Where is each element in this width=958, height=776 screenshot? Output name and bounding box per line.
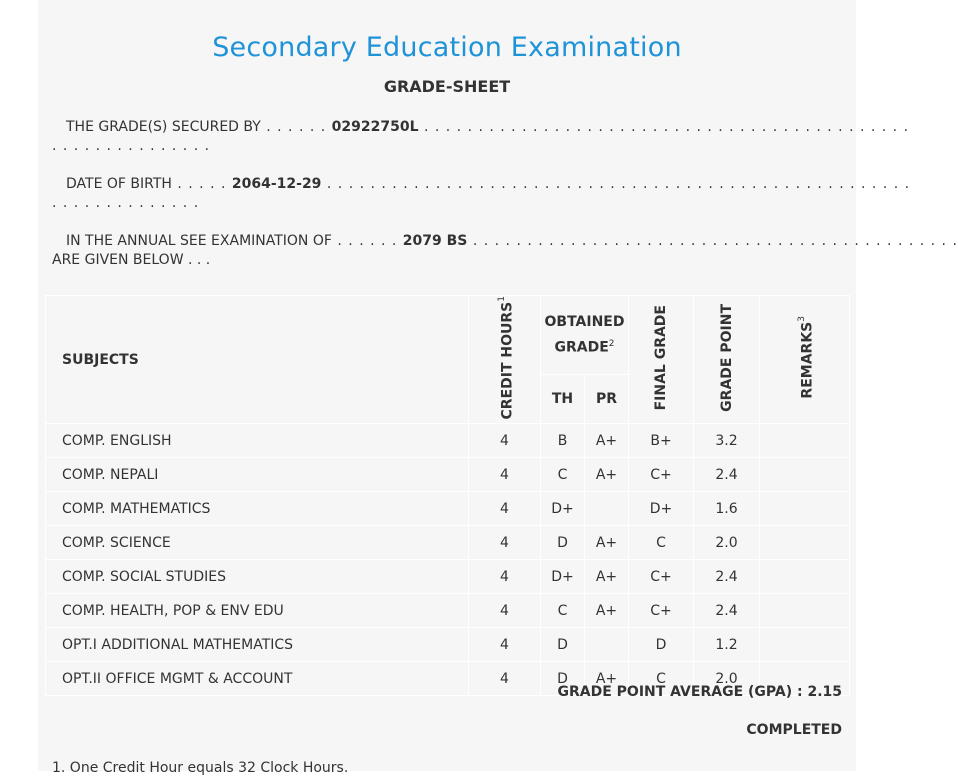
final-grade-cell: C+ bbox=[629, 458, 694, 492]
th-grade-cell: C bbox=[541, 458, 585, 492]
status-text: COMPLETED bbox=[746, 722, 842, 738]
pr-grade-cell: A+ bbox=[585, 560, 629, 594]
table-row bbox=[46, 594, 850, 628]
exam-line: IN THE ANNUAL SEE EXAMINATION OF . . . . . . 2079 BS . . . . . . . . . . . . . . . . . . . . . . . . . . . . . . . . . . . . . . . . . . . . . bbox=[52, 232, 842, 251]
secured-by-label: THE GRADE(S) SECURED BY bbox=[66, 119, 261, 135]
th-grade-cell: B bbox=[541, 424, 585, 458]
subject-cell: COMP. MATHEMATICS bbox=[46, 492, 469, 526]
page-subtitle: GRADE-SHEET bbox=[383, 77, 511, 96]
th-grade-cell: C bbox=[541, 594, 585, 628]
table-row bbox=[46, 526, 850, 560]
th-header: TH bbox=[541, 375, 585, 424]
grade-point-cell: 1.6 bbox=[694, 492, 760, 526]
secured-by-line: THE GRADE(S) SECURED BY . . . . . . 02922750L . . . . . . . . . . . . . . . . . . . . . . . . . . . . . . . . . . . . . . . . . . . . . bbox=[52, 118, 842, 137]
dob-dots: . . . . . . . . . . . . . . bbox=[52, 195, 200, 211]
grade-sheet bbox=[38, 0, 958, 776]
table-row bbox=[46, 628, 850, 662]
credit-cell: 4 bbox=[469, 424, 541, 458]
remarks-cell bbox=[760, 458, 850, 492]
th-grade-cell: D bbox=[541, 628, 585, 662]
final-grade-cell: C bbox=[629, 662, 694, 696]
th-grade-cell: D+ bbox=[541, 492, 585, 526]
pr-grade-cell: A+ bbox=[585, 424, 629, 458]
final-grade-cell: C+ bbox=[629, 560, 694, 594]
table-row bbox=[46, 492, 850, 526]
dob-label: DATE OF BIRTH bbox=[66, 176, 172, 192]
remarks-header: REMARKS$^3$ bbox=[760, 296, 850, 424]
grade-point-header: GRADE POINT bbox=[694, 296, 760, 424]
credit-cell: 4 bbox=[469, 594, 541, 628]
pr-grade-cell bbox=[585, 628, 629, 662]
subject-cell: OPT.II OFFICE MGMT & ACCOUNT bbox=[46, 662, 469, 696]
pr-grade-cell bbox=[585, 492, 629, 526]
credit-cell: 4 bbox=[469, 662, 541, 696]
exam-label: IN THE ANNUAL SEE EXAMINATION OF bbox=[66, 233, 332, 249]
final-grade-cell: C bbox=[629, 526, 694, 560]
grade-table bbox=[45, 295, 850, 696]
remarks-cell bbox=[760, 424, 850, 458]
table-row bbox=[46, 424, 850, 458]
final-grade-header: FINAL GRADE bbox=[629, 296, 694, 424]
final-grade-cell: B+ bbox=[629, 424, 694, 458]
credit-cell: 4 bbox=[469, 560, 541, 594]
credit-cell: 4 bbox=[469, 628, 541, 662]
gpa-summary bbox=[558, 684, 843, 700]
gpa-label: GRADE POINT AVERAGE (GPA) : bbox=[557, 684, 803, 700]
credit-cell: 4 bbox=[469, 526, 541, 560]
credit-cell: 4 bbox=[469, 492, 541, 526]
table-row bbox=[46, 458, 850, 492]
subject-cell: COMP. HEALTH, POP & ENV EDU bbox=[46, 594, 469, 628]
grade-point-cell: 3.2 bbox=[694, 424, 760, 458]
credit-hours-header: CREDIT HOURS$^1$ bbox=[469, 296, 541, 424]
table-row bbox=[46, 560, 850, 594]
symbol-number: 02922750L bbox=[331, 119, 419, 135]
th-grade-cell: D bbox=[541, 526, 585, 560]
th-grade-cell: D bbox=[541, 662, 585, 696]
grade-point-cell: 2.4 bbox=[694, 458, 760, 492]
final-grade-cell: D+ bbox=[629, 492, 694, 526]
subject-cell: COMP. NEPALI bbox=[46, 458, 469, 492]
remarks-cell bbox=[760, 492, 850, 526]
pr-grade-cell: A+ bbox=[585, 458, 629, 492]
subject-cell: COMP. SCIENCE bbox=[46, 526, 469, 560]
th-grade-cell: D+ bbox=[541, 560, 585, 594]
gpa-value: 2.15 bbox=[807, 684, 842, 700]
subjects-header: SUBJECTS bbox=[46, 296, 469, 424]
exam-year: 2079 BS bbox=[402, 233, 468, 249]
remarks-cell bbox=[760, 628, 850, 662]
grade-point-cell: 2.0 bbox=[694, 526, 760, 560]
subject-cell: COMP. ENGLISH bbox=[46, 424, 469, 458]
credit-cell: 4 bbox=[469, 458, 541, 492]
subject-cell: COMP. SOCIAL STUDIES bbox=[46, 560, 469, 594]
footnote-1: 1. One Credit Hour equals 32 Clock Hours. bbox=[52, 760, 349, 776]
subject-cell: OPT.I ADDITIONAL MATHEMATICS bbox=[46, 628, 469, 662]
obtained-grade-header: OBTAINED GRADE$^2$ bbox=[541, 296, 629, 375]
final-grade-cell: C+ bbox=[629, 594, 694, 628]
page-title: Secondary Education Examination bbox=[212, 32, 682, 63]
grade-point-cell: 1.2 bbox=[694, 628, 760, 662]
final-grade-cell: D bbox=[629, 628, 694, 662]
grade-point-cell: 2.4 bbox=[694, 594, 760, 628]
pr-grade-cell: A+ bbox=[585, 662, 629, 696]
dob-line: DATE OF BIRTH . . . . . 2064-12-29 . . . . . . . . . . . . . . . . . . . . . . . . . . . . . . . . . . . . . . . . . . . . . . . . . . . . . . bbox=[52, 175, 842, 194]
pr-grade-cell: A+ bbox=[585, 594, 629, 628]
dob-value: 2064-12-29 bbox=[231, 176, 322, 192]
secured-by-dots: . . . . . . . . . . . . . . . bbox=[52, 138, 211, 154]
grade-point-cell: 2.4 bbox=[694, 560, 760, 594]
pr-header: PR bbox=[585, 375, 629, 424]
remarks-cell bbox=[760, 560, 850, 594]
remarks-cell bbox=[760, 526, 850, 560]
pr-grade-cell: A+ bbox=[585, 526, 629, 560]
remarks-cell bbox=[760, 594, 850, 628]
given-below: ARE GIVEN BELOW . . . bbox=[52, 252, 211, 268]
grade-point-cell: 2.0 bbox=[694, 662, 760, 696]
